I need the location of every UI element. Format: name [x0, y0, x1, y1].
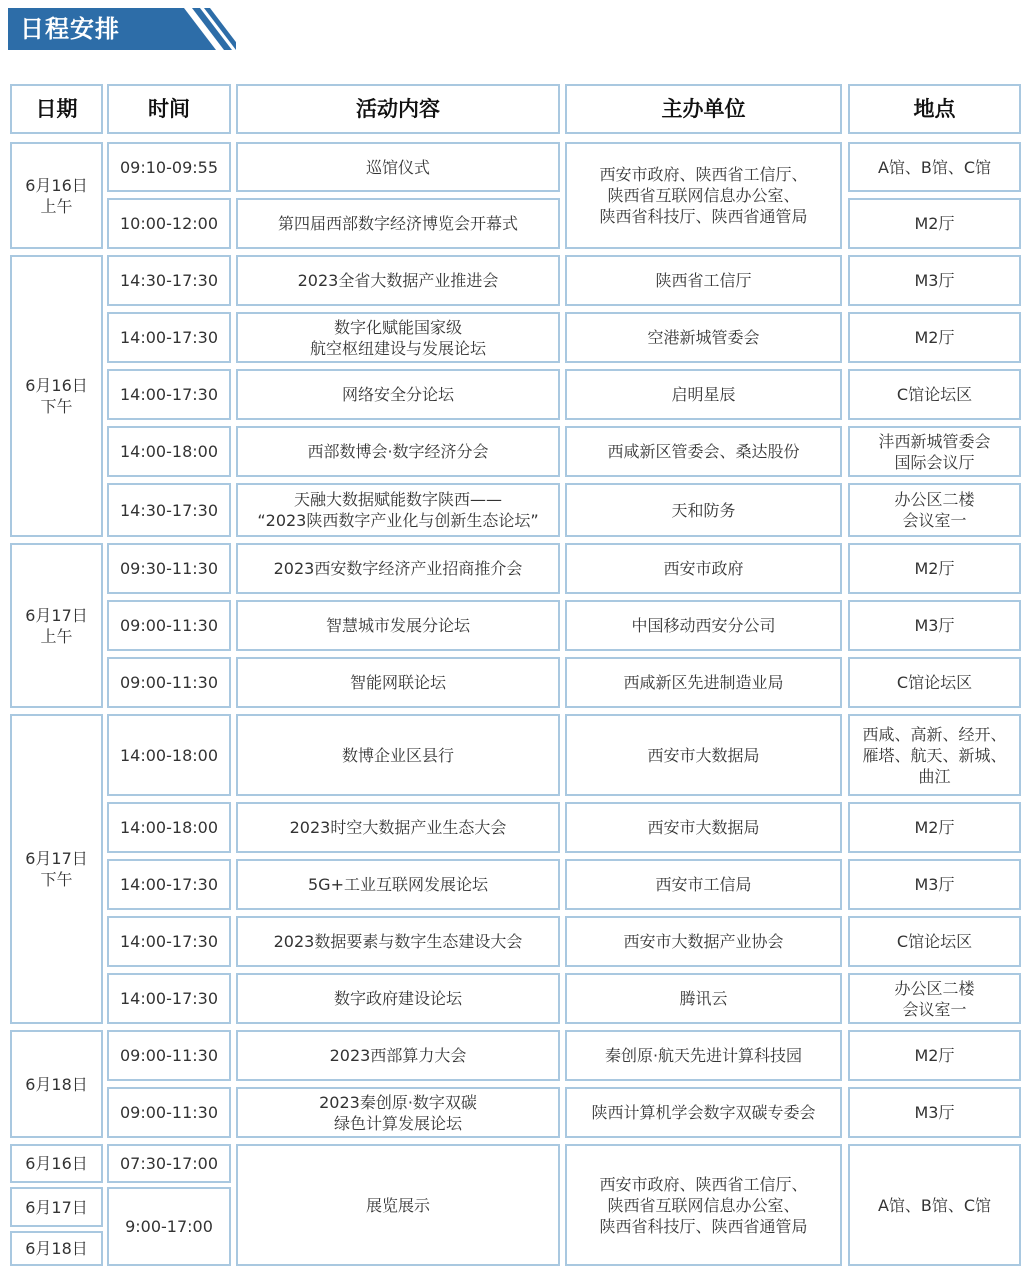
time-cell: 14:00-17:30	[107, 369, 231, 420]
venue-cell: M2厅	[848, 312, 1021, 363]
organizer-cell: 启明星辰	[565, 369, 842, 420]
time-cell: 14:00-17:30	[107, 916, 231, 967]
date-cell: 6月17日 上午	[10, 543, 103, 708]
venue-cell: M2厅	[848, 802, 1021, 853]
organizer-cell: 天和防务	[565, 483, 842, 537]
venue-cell: M2厅	[848, 198, 1021, 249]
event-cell: 2023西安数字经济产业招商推介会	[236, 543, 560, 594]
organizer-cell: 西安市工信局	[565, 859, 842, 910]
time-cell: 14:30-17:30	[107, 255, 231, 306]
venue-cell: C馆论坛区	[848, 916, 1021, 967]
organizer-cell: 陕西计算机学会数字双碳专委会	[565, 1087, 842, 1138]
event-cell: 2023全省大数据产业推进会	[236, 255, 560, 306]
time-cell: 09:10-09:55	[107, 142, 231, 192]
event-cell: 天融大数据赋能数字陕西—— “2023陕西数字产业化与创新生态论坛”	[236, 483, 560, 537]
exhibition-organizer-cell: 西安市政府、陕西省工信厅、 陕西省互联网信息办公室、 陕西省科技厅、陕西省通管局	[565, 1144, 842, 1266]
organizer-cell: 空港新城管委会	[565, 312, 842, 363]
time-cell: 14:00-17:30	[107, 312, 231, 363]
venue-cell: M3厅	[848, 859, 1021, 910]
organizer-cell: 西安市大数据局	[565, 802, 842, 853]
venue-cell: M3厅	[848, 255, 1021, 306]
event-cell: 智慧城市发展分论坛	[236, 600, 560, 651]
event-cell: 5G+工业互联网发展论坛	[236, 859, 560, 910]
time-cell: 09:00-11:30	[107, 657, 231, 708]
exhibition-venue-cell: A馆、B馆、C馆	[848, 1144, 1021, 1266]
organizer-cell: 西安市政府	[565, 543, 842, 594]
col-header-time: 时间	[107, 84, 231, 134]
venue-cell: 办公区二楼 会议室一	[848, 973, 1021, 1024]
event-cell: 数字政府建设论坛	[236, 973, 560, 1024]
exhibition-event-cell: 展览展示	[236, 1144, 560, 1266]
time-cell: 14:30-17:30	[107, 483, 231, 537]
col-header-event: 活动内容	[236, 84, 560, 134]
organizer-cell: 腾讯云	[565, 973, 842, 1024]
organizer-cell: 秦创原·航天先进计算科技园	[565, 1030, 842, 1081]
section-header	[8, 8, 236, 50]
venue-cell: M3厅	[848, 1087, 1021, 1138]
exhibition-date-cell: 6月18日	[10, 1231, 103, 1266]
time-cell: 14:00-17:30	[107, 973, 231, 1024]
venue-cell: C馆论坛区	[848, 657, 1021, 708]
event-cell: 2023秦创原·数字双碳 绿色计算发展论坛	[236, 1087, 560, 1138]
venue-cell: A馆、B馆、C馆	[848, 142, 1021, 192]
time-cell: 14:00-18:00	[107, 714, 231, 796]
event-cell: 巡馆仪式	[236, 142, 560, 192]
event-cell: 2023时空大数据产业生态大会	[236, 802, 560, 853]
time-cell: 09:00-11:30	[107, 1030, 231, 1081]
event-cell: 网络安全分论坛	[236, 369, 560, 420]
event-cell: 数博企业区县行	[236, 714, 560, 796]
col-header-date: 日期	[10, 84, 103, 134]
venue-cell: C馆论坛区	[848, 369, 1021, 420]
col-header-organizer: 主办单位	[565, 84, 842, 134]
event-cell: 智能网联论坛	[236, 657, 560, 708]
venue-cell: 沣西新城管委会 国际会议厅	[848, 426, 1021, 477]
time-cell: 09:00-11:30	[107, 1087, 231, 1138]
organizer-cell: 西安市政府、陕西省工信厅、 陕西省互联网信息办公室、 陕西省科技厅、陕西省通管局	[565, 142, 842, 249]
time-cell: 14:00-17:30	[107, 859, 231, 910]
event-cell: 2023西部算力大会	[236, 1030, 560, 1081]
time-cell: 09:00-11:30	[107, 600, 231, 651]
event-cell: 第四届西部数字经济博览会开幕式	[236, 198, 560, 249]
organizer-cell: 西安市大数据产业协会	[565, 916, 842, 967]
venue-cell: 西咸、高新、经开、 雁塔、航天、新城、 曲江	[848, 714, 1021, 796]
venue-cell: M2厅	[848, 543, 1021, 594]
col-header-venue: 地点	[848, 84, 1021, 134]
organizer-cell: 西安市大数据局	[565, 714, 842, 796]
date-cell: 6月16日 上午	[10, 142, 103, 249]
exhibition-date-cell: 6月16日	[10, 1144, 103, 1183]
page-title: 日程安排	[20, 15, 120, 43]
event-cell: 2023数据要素与数字生态建设大会	[236, 916, 560, 967]
time-cell: 09:30-11:30	[107, 543, 231, 594]
organizer-cell: 陕西省工信厅	[565, 255, 842, 306]
time-cell: 14:00-18:00	[107, 426, 231, 477]
organizer-cell: 西咸新区管委会、桑达股份	[565, 426, 842, 477]
venue-cell: M2厅	[848, 1030, 1021, 1081]
time-cell: 10:00-12:00	[107, 198, 231, 249]
exhibition-time-cell: 9:00-17:00	[107, 1187, 231, 1266]
event-cell: 数字化赋能国家级 航空枢纽建设与发展论坛	[236, 312, 560, 363]
venue-cell: 办公区二楼 会议室一	[848, 483, 1021, 537]
organizer-cell: 西咸新区先进制造业局	[565, 657, 842, 708]
exhibition-time-cell: 07:30-17:00	[107, 1144, 231, 1183]
venue-cell: M3厅	[848, 600, 1021, 651]
time-cell: 14:00-18:00	[107, 802, 231, 853]
organizer-cell: 中国移动西安分公司	[565, 600, 842, 651]
date-cell: 6月16日 下午	[10, 255, 103, 537]
exhibition-date-cell: 6月17日	[10, 1187, 103, 1227]
event-cell: 西部数博会·数字经济分会	[236, 426, 560, 477]
date-cell: 6月18日	[10, 1030, 103, 1138]
date-cell: 6月17日 下午	[10, 714, 103, 1024]
